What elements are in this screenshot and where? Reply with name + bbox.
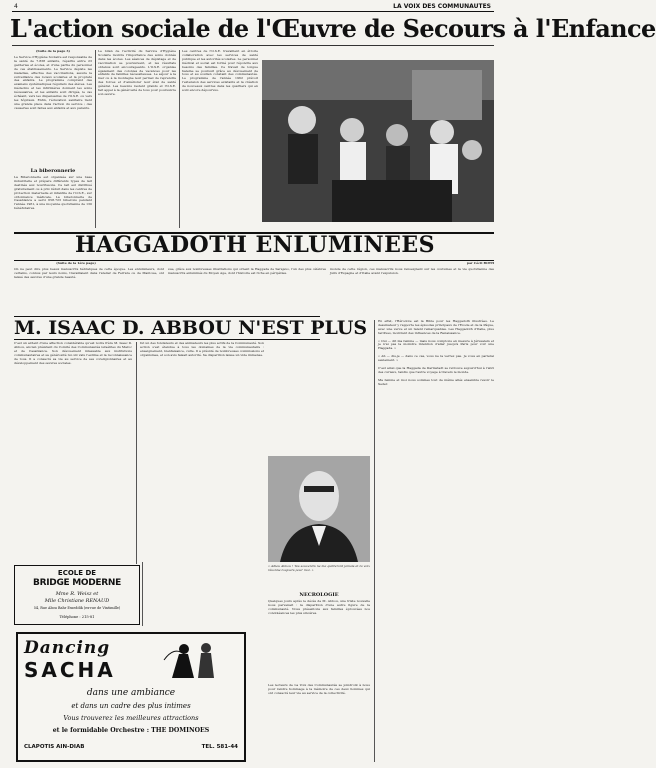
abbou-portrait-image	[268, 456, 370, 562]
abbou-text-d: Les lecteurs de La Voix des Communautés se joindront à nous pour rendre hommage à la mémoire de ces deux hommes qui ont consacré leur vie au service de la collectivité.	[268, 683, 371, 695]
haggadoth-continuation: (Suite de la 1ère page)	[56, 261, 96, 265]
article-column-2: Le bilan de l'activité du Service d'Hygiène Scolaire montre l'importance des soins donnés dans les écoles. Les séances de dépistage et de vaccination se poursuivent, et les résultats obtenus sont encourageants. L'O.S.E. organise également des colonies de vacances pour les enfants de familles nécessiteuses. Le séjour à la mer ou à la montagne leur permet de reprendre des forces et d'améliorer leur état de santé général. Les besoins restent grands et l'O.S.E. fait appel à la générosité de tous pour poursuivre son œuvre.	[98, 49, 177, 96]
dancing-ad-line-2: et dans un cadre des plus intimes	[71, 702, 191, 710]
dancing-ad-title: Dancing	[24, 638, 111, 658]
column-divider	[142, 562, 143, 626]
bridge-school-ad	[14, 565, 140, 625]
necrologie-heading: NECROLOGIE	[299, 592, 339, 598]
publication-name: LA VOIX DES COMMUNAUTES	[393, 3, 491, 10]
children-photo-image	[262, 60, 494, 222]
headline-rule	[12, 45, 494, 46]
haggadoth-byline: par Cécil ROTH	[466, 261, 494, 265]
bridge-ad-teacher-1: Mme R. Weisz et	[55, 591, 99, 597]
abbou-title: M. ISAAC D. ABBOU N'EST PLUS	[14, 317, 368, 339]
dancing-couple-drawing	[154, 640, 236, 680]
bridge-ad-address: 54, Rue Abou Bahr Esseddik (ex-rue de Vintimille)	[33, 606, 121, 610]
haggadoth-text-c: monde de cette région, ces manuscrits nous renseignent sur les coutumes et la vie quotidienne des Juifs d'Espagne et d'Italie avant l'expulsion.	[330, 267, 495, 275]
column-divider	[179, 50, 180, 228]
column-divider	[136, 342, 137, 564]
haggadoth-text-a: On ne peut dire plus beaux manuscrits hébraïques de cette époque. Les enlumineurs, dont certains, connus par leurs noms, travaillaient dans l'atelier de Ferrare ou de Mantoue, ont laissé des œuvres d'une grande beauté.	[14, 267, 165, 279]
dancing-ad-line-1: dans une ambiance	[86, 688, 176, 698]
children-photo	[262, 60, 494, 222]
abbou-text-b-continued	[146, 566, 264, 626]
dancing-ad-tel: TEL. 581-44	[201, 744, 238, 750]
page-number: 4	[14, 3, 18, 10]
dancing-ad-location: CLAPOTIS AIN-DIAB	[24, 744, 85, 750]
haggadoth-text-b: sue, grâce aux nombreuses illustrations qui ornent la Haggada de Sarajevo, l'un des plus célèbres manuscrits enluminés du Moyen Age, dont l'histoire est riche en péripéties.	[168, 267, 327, 275]
bridge-ad-phone: Téléphone : 215-81	[59, 615, 95, 619]
abbou-photo-caption: « Adieu Abbou ! Tes souvenirs ne me quitteront jamais et ta voix résonne toujours pour moi. »	[268, 564, 371, 572]
article-column-3: Les centres de l'O.S.E. travaillent en étroite collaboration avec les services de santé publique et les autorités scolaires. Le personnel médical et social est formé pour répondre aux besoins des familles. Ce travail de longue haleine se poursuit grâce au dévouement de tous et au soutien constant des communautés. Le programme de l'année 1962 prévoit l'extension des services existants et la création de nouveaux centres dans les quartiers qui en sont encore dépourvus.	[182, 49, 259, 93]
continuation-note: (Suite de la page 3)	[35, 49, 71, 53]
dancing-ad-name: SACHA	[24, 658, 116, 682]
article-column-1: Le Service d'Hygiène Scolaire est responsable de la santé de 7.838 enfants, répartis entre 23 garderies et écoles, et d'une partie du personnel de ces établissements. Le Service dépiste les maladies, effectue des vaccinations, assure la surveillance des locaux scolaires et la propreté des enfants. Le programme comprend des examens systématiques réguliers des élèves. Les médecins et les infirmières donnent les soins nécessaires, et les enfants sont dirigés, le cas échéant, vers les dispensaires de l'O.S.E. ou vers les hôpitaux. Enfin, l'éducation sanitaire tient une grande place dans l'action du service ; des causeries sont faites aux enfants et aux parents.	[14, 55, 93, 110]
column-4-text: En effet, l'Hérodote est la Bible pour les Haggadoth illustrées. Le dessinateur y rapporte les épisodes principaux de l'Exode et de la Pâque, avec une verve et un talent remarquables. Les Haggadoth d'Italie, plus tardives, montrent des influences de la Renaissance. « Oui — dit ma femme — mais nous comptons en mesure à Jérusalem et je n'ai pas la moindre intention d'aller jusqu'à Paris pour voir une Haggada. » « Ah — dis-je — dans ce cas, vous ne la verrez pas. Je vous en parlerai seulement. » C'est ainsi que la Haggada de Darmstadt se retrouve aujourd'hui à l'abri des curieux, tandis que l'autre voyage à travers le monde. Ma femme et moi nous sommes tout de même allés ensemble revoir le Seder.	[378, 319, 494, 386]
abbou-text-b: fut un des fondateurs et des animateurs les plus actifs de la Communauté. Son action s'est étendue à tous les domaines de la vie communautaire : enseignement, bienfaisance, culte. Il a présidé de nombreuses commissions et organismes, et son avis faisait autorité. Sa disparition laisse un vide immense.	[140, 341, 265, 357]
column-divider	[95, 50, 96, 228]
article-column-1b: La Biberonnerie est organisée sur une base industrielle et prépare différents types de lait destinés aux nourrissons. Ce lait est distribué gratuitement ou à prix réduit dans les centres de protection maternelle et infantile de l'O.S.E., sur ordonnance médicale. La biberonnerie de Casablanca a servi 658.723 biberons pendant l'année 1961, à une moyenne quotidienne de 130 bénéficiaires.	[14, 175, 93, 211]
main-headline: L'action sociale de l'Œuvre de Secours à l'Enfance	[10, 14, 656, 43]
abbou-text-a: C'est un ardent d'une affection considérable qu'est notre frère M. Isaac D. Abbou, ancien président du Comité des Communautés israélites du Maroc et de Casablanca. Son dévouement inlassable aux institutions communautaires et sa générosité lui ont valu l'estime et la reconnaissance de tous. Il a consacré sa vie au service de ses coreligionnaires et au développement des œuvres sociales.	[14, 341, 133, 365]
top-rule	[12, 11, 494, 12]
haggadoth-title: HAGGADOTH ENLUMINEES	[74, 232, 436, 258]
bridge-ad-teacher-2: Mlle Christiane RENAUD	[44, 598, 110, 604]
subhead-biberonnerie: La biberonnerie	[30, 168, 76, 174]
dancing-sacha-ad	[16, 632, 246, 762]
abbou-portrait	[268, 456, 370, 562]
dancing-ad-line-3: Vous trouverez les meilleures attractions	[63, 714, 199, 722]
abbou-text-c: Quelques jours après le décès de M. Abbou, une triste nouvelle nous parvenait : la disparition d'une autre figure de la communauté. Nous présentons aux familles éprouvées nos condoléances les plus sincères.	[268, 599, 371, 615]
dancing-couple-illustration	[154, 640, 236, 680]
column-divider	[374, 320, 375, 762]
dancing-ad-line-4: et le formidable Orchestre : THE DOMINOES	[52, 727, 210, 734]
bridge-ad-label: ECOLE DE	[57, 569, 97, 577]
bridge-ad-name: BRIDGE MODERNE	[33, 578, 121, 588]
